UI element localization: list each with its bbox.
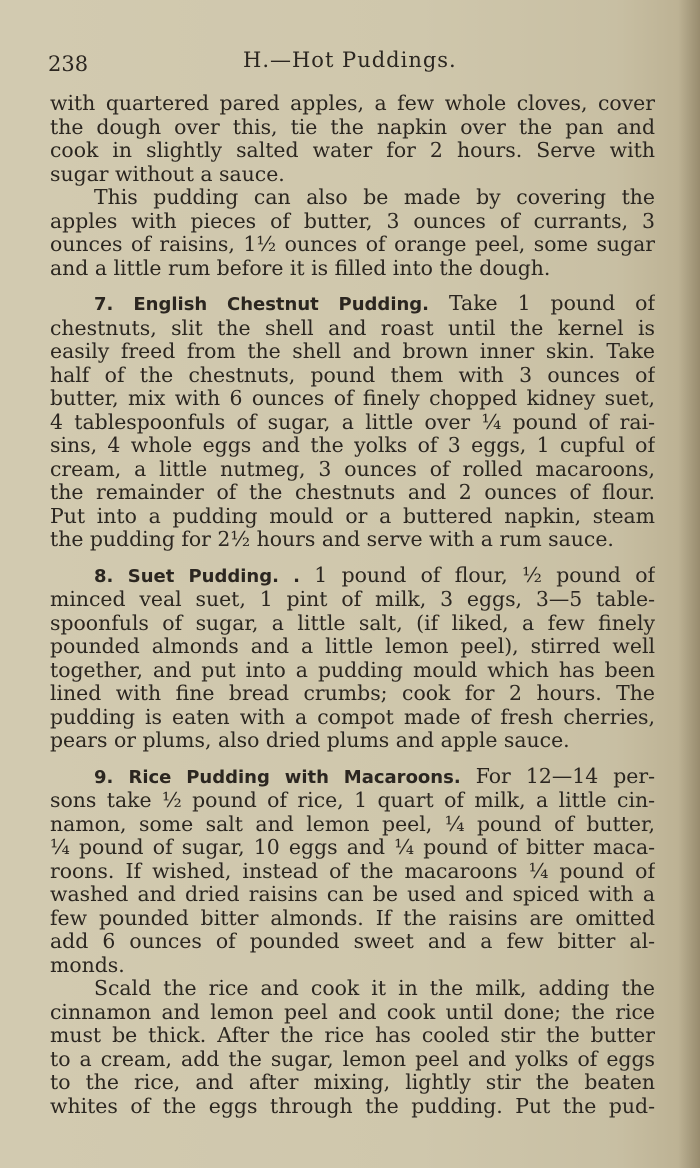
page-number: 238 bbox=[48, 52, 89, 76]
recipe-number: 9. bbox=[94, 766, 114, 788]
paragraph-gap bbox=[50, 753, 655, 765]
text-run: 1 pound of flour, ½ pound of bbox=[314, 563, 655, 587]
text-line: together, and put into a pudding mould which has been bbox=[50, 658, 655, 682]
paragraph-gap bbox=[50, 280, 655, 292]
text-line: ¼ pound of sugar, 10 eggs and ¼ pound of bitter maca- bbox=[50, 836, 655, 859]
text-line: Scald the rice and cook it in the milk, adding the bbox=[94, 977, 655, 1000]
text-line: namon, some salt and lemon peel, ¼ pound of butter, bbox=[50, 812, 655, 836]
text-line: sugar without a sauce. bbox=[50, 162, 285, 186]
text-line: to a cream, add the sugar, lemon peel and yolks of eggs bbox=[50, 1047, 655, 1071]
text-line: whites of the eggs through the pudding. Put the pud- bbox=[50, 1094, 655, 1118]
text-line: Put into a pudding mould or a buttered napkin, steam bbox=[50, 504, 655, 528]
text-line: pounded almonds and a little lemon peel), stirred well bbox=[50, 635, 655, 658]
text-line: minced veal suet, 1 pint of milk, 3 eggs, 3—5 table- bbox=[50, 588, 655, 611]
text-line: add 6 ounces of pounded sweet and a few bitter al- bbox=[50, 930, 655, 953]
text-line: to the rice, and after mixing, lightly stir the beaten bbox=[50, 1071, 655, 1094]
text-line: with quartered pared apples, a few whole cloves, cover bbox=[50, 92, 655, 115]
recipe-title: English Chestnut Pudding. bbox=[133, 294, 430, 315]
text-line: monds. bbox=[50, 953, 125, 977]
running-title: H.—Hot Puddings. bbox=[243, 48, 457, 72]
text-line: must be thick. After the rice has cooled stir the butter bbox=[50, 1024, 655, 1047]
text-line: washed and dried raisins can be used and spiced with a bbox=[50, 883, 655, 906]
recipe-heading-line bbox=[50, 765, 655, 790]
text-line: sins, 4 whole eggs and the yolks of 3 eggs, 1 cupful of bbox=[50, 434, 655, 457]
recipe-heading-line bbox=[50, 292, 655, 317]
recipe-heading-line bbox=[50, 564, 655, 589]
text-run: For 12—14 per- bbox=[475, 764, 655, 788]
text-line: This pudding can also be made by covering the bbox=[94, 186, 655, 209]
text-line: the dough over this, tie the napkin over the pan and bbox=[50, 115, 655, 139]
text-line: pears or plums, also dried plums and apple sauce. bbox=[50, 729, 570, 752]
text-line: cinnamon and lemon peel and cook until done; the rice bbox=[50, 1000, 655, 1024]
text-line: sons take ½ pound of rice, 1 quart of milk, a little cin- bbox=[50, 789, 655, 812]
recipe-number: 7. bbox=[94, 294, 114, 315]
recipe-title: Suet Pudding. . bbox=[127, 565, 300, 587]
text-line: roons. If wished, instead of the macaroons ¼ pound of bbox=[50, 859, 655, 883]
text-line: butter, mix with 6 ounces of finely chopped kidney suet, bbox=[50, 387, 655, 410]
page-edge-shadow bbox=[678, 0, 700, 1168]
text-line: spoonfuls of sugar, a little salt, (if liked, a few finely bbox=[50, 611, 655, 635]
body-text bbox=[50, 92, 655, 1118]
text-line: pudding is eaten with a compot made of fresh cherries, bbox=[50, 705, 655, 729]
text-line: the remainder of the chestnuts and 2 ounces of flour. bbox=[50, 481, 655, 504]
paragraph-gap bbox=[50, 552, 655, 564]
text-line: easily freed from the shell and brown inner skin. Take bbox=[50, 340, 655, 363]
text-line: ounces of raisins, 1½ ounces of orange peel, some sugar bbox=[50, 233, 655, 256]
text-line: half of the chestnuts, pound them with 3 ounces of bbox=[50, 363, 655, 387]
text-line: cream, a little nutmeg, 3 ounces of rolled macaroons, bbox=[50, 457, 655, 481]
text-run: Take 1 pound of bbox=[449, 292, 655, 315]
text-line: the pudding for 2½ hours and serve with a rum sauce. bbox=[50, 528, 614, 551]
text-line: lined with fine bread crumbs; cook for 2 hours. The bbox=[50, 682, 655, 705]
text-line: 4 tablespoonfuls of sugar, a little over ¼ pound of rai- bbox=[50, 410, 655, 434]
recipe-title: Rice Pudding with Macaroons. bbox=[128, 766, 461, 788]
page-header bbox=[48, 44, 648, 74]
recipe-number: 8. bbox=[94, 565, 114, 587]
text-line: few pounded bitter almonds. If the raisins are omitted bbox=[50, 906, 655, 930]
text-line: and a little rum before it is filled into the dough. bbox=[50, 256, 551, 280]
text-line: apples with pieces of butter, 3 ounces of currants, 3 bbox=[50, 209, 655, 233]
text-line: cook in slightly salted water for 2 hours. Serve with bbox=[50, 139, 655, 162]
text-line: chestnuts, slit the shell and roast until the kernel is bbox=[50, 316, 655, 340]
